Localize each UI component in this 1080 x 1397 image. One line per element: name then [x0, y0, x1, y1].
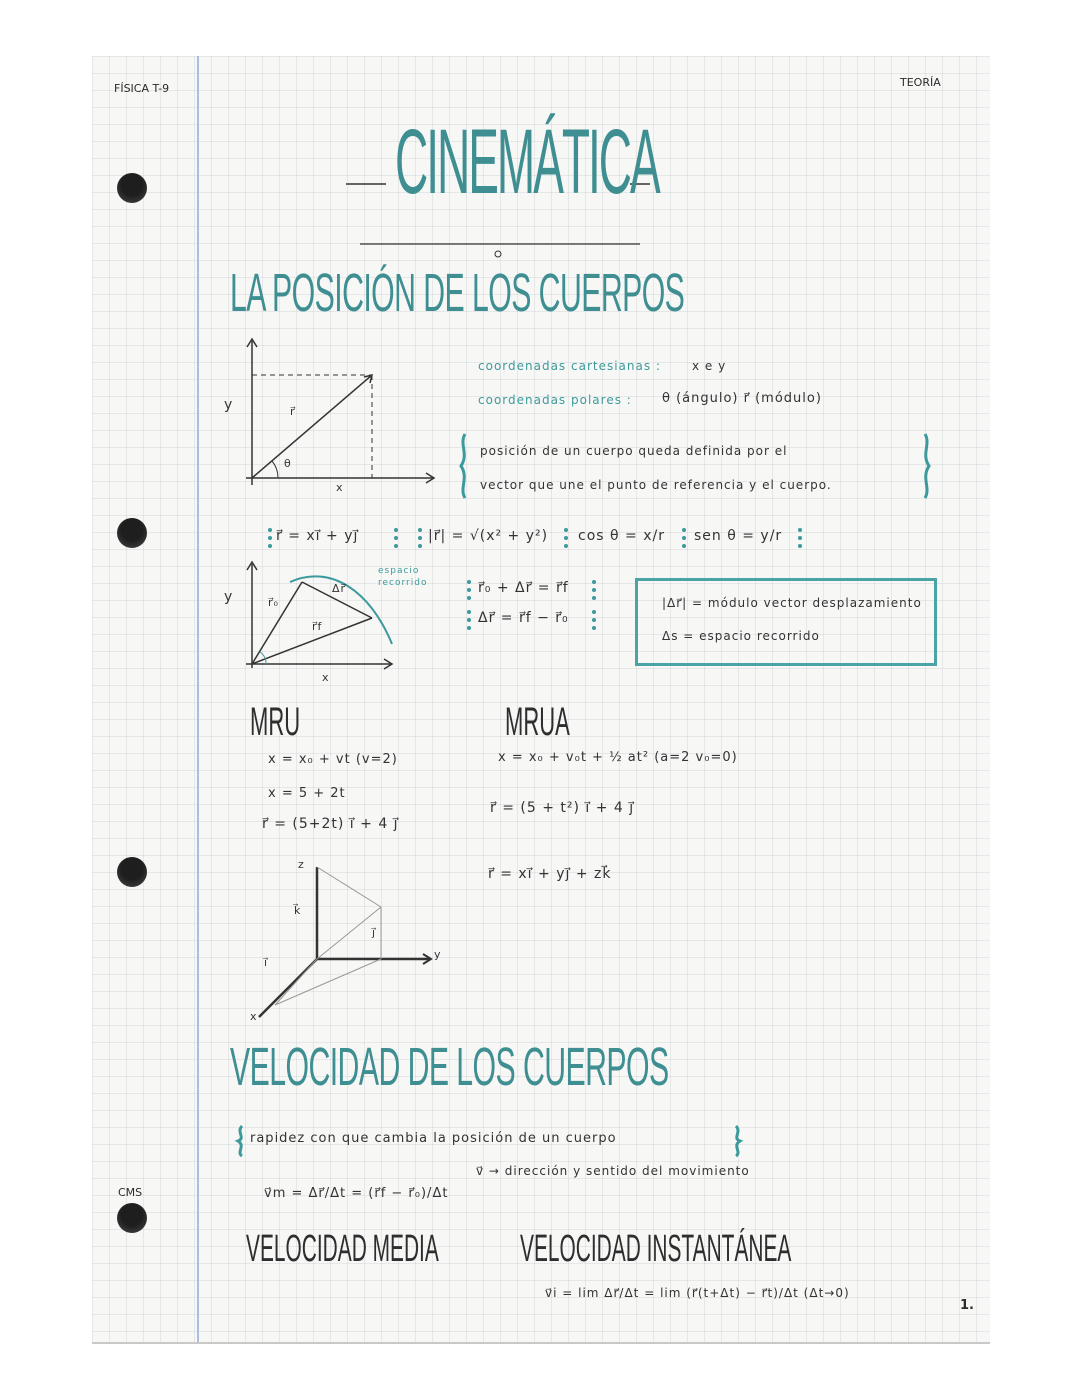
cartesian-label: coordenadas cartesianas :	[478, 359, 661, 373]
formula-r: r⃗ = xi⃗ + yj⃗	[276, 528, 359, 544]
theta-label: θ	[284, 457, 292, 470]
3d-axes-diagram	[255, 855, 455, 1025]
mrua-heading: MRUA	[505, 700, 570, 744]
r0-label: r⃗₀	[268, 596, 279, 609]
vm-formula: v⃗m = Δr⃗/Δt = (r⃗f − r⃗₀)/Δt	[264, 1186, 449, 1201]
formula-dots	[266, 524, 806, 552]
margin-line	[197, 56, 199, 1342]
punch-hole	[117, 173, 147, 203]
mru-heading: MRU	[250, 700, 301, 744]
mrua-eq-3: r⃗ = xi⃗ + yj⃗ + zk⃗	[488, 866, 612, 882]
formula-sen: sen θ = y/r	[694, 528, 783, 544]
cartesian-value: x e y	[692, 359, 727, 373]
i-vector-label: i⃗	[264, 956, 269, 969]
dr-label: Δr⃗	[332, 582, 347, 595]
definition-box	[635, 578, 937, 666]
punch-hole	[117, 1203, 147, 1233]
polar-label: coordenadas polares :	[478, 393, 632, 407]
mru-eq-3: r⃗ = (5+2t) i⃗ + 4 j⃗	[262, 816, 399, 832]
displacement-dots	[466, 576, 606, 636]
section-heading-position: LA POSICIÓN DE LOS CUERPOS	[230, 263, 685, 323]
j-vector-label: j⃗	[372, 926, 377, 939]
formula-modulus: |r⃗| = √(x² + y²)	[428, 528, 549, 544]
displacement-eq-2: Δr⃗ = r⃗f − r⃗₀	[478, 610, 569, 626]
punch-hole	[117, 857, 147, 887]
initials-label: CMS	[118, 1186, 143, 1199]
axis-x-label-2: x	[322, 671, 330, 684]
definition-line-1: posición de un cuerpo queda definida por el	[480, 444, 788, 458]
velocidad-instantanea-label: VELOCIDAD INSTANTÁNEA	[520, 1228, 792, 1270]
formula-cos: cos θ = x/r	[578, 528, 665, 544]
path-label-2: recorrido	[378, 578, 428, 588]
displacement-eq-1: r⃗₀ + Δr⃗ = r⃗f	[478, 580, 569, 596]
axis-x-label-3: x	[250, 1010, 258, 1023]
velocity-definition: rapidez con que cambia la posición de un cuerpo	[250, 1131, 617, 1146]
velocity-note: v⃗ → dirección y sentido del movimiento	[476, 1164, 750, 1178]
k-vector-label: k⃗	[294, 904, 302, 917]
mru-eq-1: x = x₀ + vt (v=2)	[268, 752, 398, 767]
vi-formula: v⃗i = lim Δr⃗/Δt = lim (r⃗(t+Δt) − r⃗t)/Δt (Δt→0)	[545, 1286, 850, 1300]
axis-y-label-2: y	[224, 589, 234, 605]
mru-eq-2: x = 5 + 2t	[268, 786, 346, 801]
page-number: 1.	[960, 1298, 974, 1313]
axis-z-label: z	[298, 858, 305, 871]
velocity-braces	[232, 1124, 762, 1158]
rf-label: r⃗f	[312, 620, 323, 633]
axis-y-label: y	[224, 397, 234, 413]
velocidad-media-label: VELOCIDAD MEDIA	[246, 1228, 439, 1270]
path-label-1: espacio	[378, 566, 420, 576]
polar-value: θ (ángulo) r⃗ (módulo)	[662, 391, 822, 406]
box-line-2: Δs = espacio recorrido	[662, 629, 820, 643]
position-vector-diagram	[220, 335, 450, 505]
subject-label: FÍSICA T-9	[114, 82, 170, 95]
mrua-eq-2: r⃗ = (5 + t²) i⃗ + 4 j⃗	[490, 800, 635, 816]
axis-y-label-3: y	[434, 948, 442, 961]
section-label: TEORÍA	[900, 76, 941, 89]
punch-hole	[117, 518, 147, 548]
box-line-1: |Δr⃗| = módulo vector desplazamiento	[662, 596, 922, 610]
axis-x-label: x	[336, 481, 344, 494]
r-vector-label: r⃗	[290, 405, 296, 418]
definition-line-2: vector que une el punto de referencia y el cuerpo.	[480, 478, 832, 492]
section-heading-velocity: VELOCIDAD DE LOS CUERPOS	[230, 1037, 669, 1097]
mrua-eq-1: x = x₀ + v₀t + ½ at² (a=2 v₀=0)	[498, 750, 738, 765]
page-title: CINEMÁTICA	[395, 111, 659, 213]
